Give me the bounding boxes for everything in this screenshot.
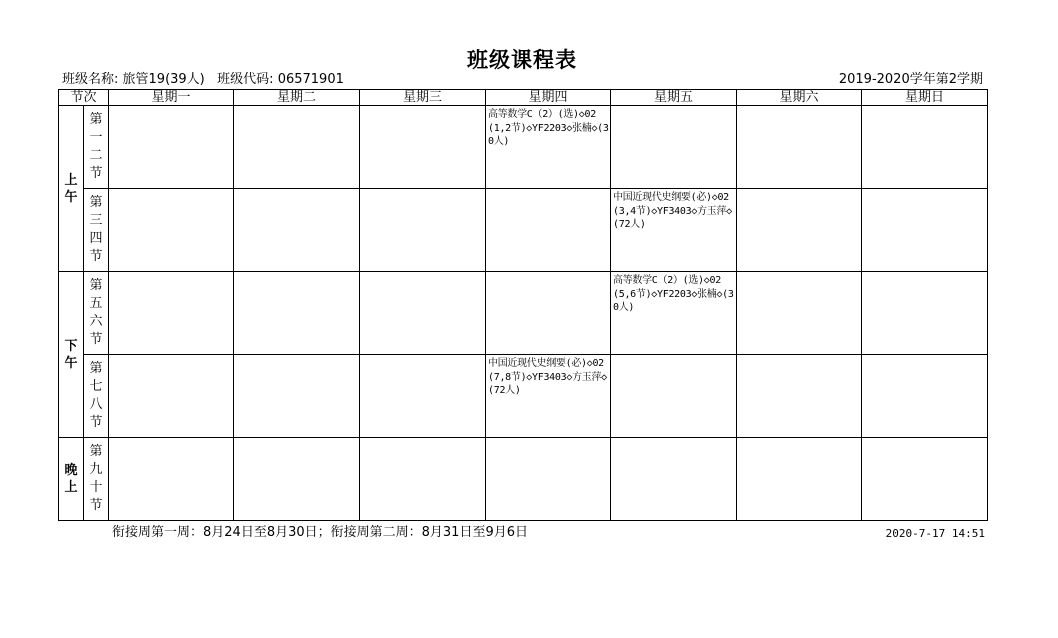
header-period: 节次 (59, 90, 109, 106)
cell-sat-4 (737, 355, 862, 438)
slot-7-8: 第七八节 (84, 355, 109, 438)
cell-mon-2 (109, 189, 234, 272)
print-timestamp: 2020-7-17 14:51 (885, 527, 985, 540)
cell-tue-3 (234, 272, 360, 355)
header-day-7: 星期日 (862, 90, 988, 106)
cell-wed-5 (360, 438, 486, 521)
table-row (59, 355, 988, 438)
course-entry: 中国近现代史纲要(必)◇02(7,8节)◇YF3403◇方玉萍◇(72人) (488, 358, 607, 396)
timetable (58, 89, 988, 521)
cell-sun-4 (862, 355, 988, 438)
bridge-week-note: 衔接周第一周：8月24日至8月30日；衔接周第二周：8月31日至9月6日 (112, 525, 528, 540)
cell-sat-3 (737, 272, 862, 355)
period-evening: 晚上 (59, 438, 84, 521)
cell-mon-3 (109, 272, 234, 355)
cell-thu-1 (486, 106, 611, 189)
cell-thu-3 (486, 272, 611, 355)
class-name-label: 班级名称: (62, 72, 119, 87)
semester-label: 2019-2020学年第2学期 (838, 72, 983, 87)
header-day-6: 星期六 (737, 90, 862, 106)
header-day-1: 星期一 (109, 90, 234, 106)
header-day-5: 星期五 (611, 90, 737, 106)
cell-sat-1 (737, 106, 862, 189)
cell-fri-4 (611, 355, 737, 438)
cell-sun-1 (862, 106, 988, 189)
slot-9-10: 第九十节 (84, 438, 109, 521)
header-day-2: 星期二 (234, 90, 360, 106)
cell-tue-5 (234, 438, 360, 521)
cell-sun-2 (862, 189, 988, 272)
cell-thu-5 (486, 438, 611, 521)
cell-mon-5 (109, 438, 234, 521)
class-code-label: 班级代码: (217, 72, 274, 87)
cell-thu-2 (486, 189, 611, 272)
course-entry: 高等数学C（2）(选)◇02(1,2节)◇YF2203◇张楠◇(30人) (488, 109, 609, 147)
cell-wed-1 (360, 106, 486, 189)
period-morning: 上午 (59, 106, 84, 272)
cell-sun-5 (862, 438, 988, 521)
cell-tue-4 (234, 355, 360, 438)
table-row (59, 106, 988, 189)
header-row (59, 90, 988, 106)
page-title: 班级课程表 (467, 48, 577, 72)
cell-mon-4 (109, 355, 234, 438)
cell-tue-2 (234, 189, 360, 272)
table-row (59, 189, 988, 272)
table-row (59, 272, 988, 355)
header-day-4: 星期四 (486, 90, 611, 106)
class-name-value: 旅管19(39人) (122, 72, 205, 87)
header-day-3: 星期三 (360, 90, 486, 106)
cell-wed-2 (360, 189, 486, 272)
cell-sat-2 (737, 189, 862, 272)
cell-fri-5 (611, 438, 737, 521)
cell-mon-1 (109, 106, 234, 189)
class-info (62, 72, 344, 88)
slot-5-6: 第五六节 (84, 272, 109, 355)
cell-fri-2 (611, 189, 737, 272)
course-entry: 高等数学C（2）(选)◇02(5,6节)◇YF2203◇张楠◇(30人) (613, 275, 734, 313)
cell-sun-3 (862, 272, 988, 355)
slot-1-2: 第一二节 (84, 106, 109, 189)
class-code-value: 06571901 (277, 72, 344, 87)
slot-3-4: 第三四节 (84, 189, 109, 272)
table-row (59, 438, 988, 521)
cell-fri-3 (611, 272, 737, 355)
cell-sat-5 (737, 438, 862, 521)
cell-fri-1 (611, 106, 737, 189)
cell-thu-4 (486, 355, 611, 438)
course-entry: 中国近现代史纲要(必)◇02(3,4节)◇YF3403◇方玉萍◇(72人) (613, 192, 732, 230)
cell-wed-3 (360, 272, 486, 355)
cell-wed-4 (360, 355, 486, 438)
cell-tue-1 (234, 106, 360, 189)
period-afternoon: 下午 (59, 272, 84, 438)
